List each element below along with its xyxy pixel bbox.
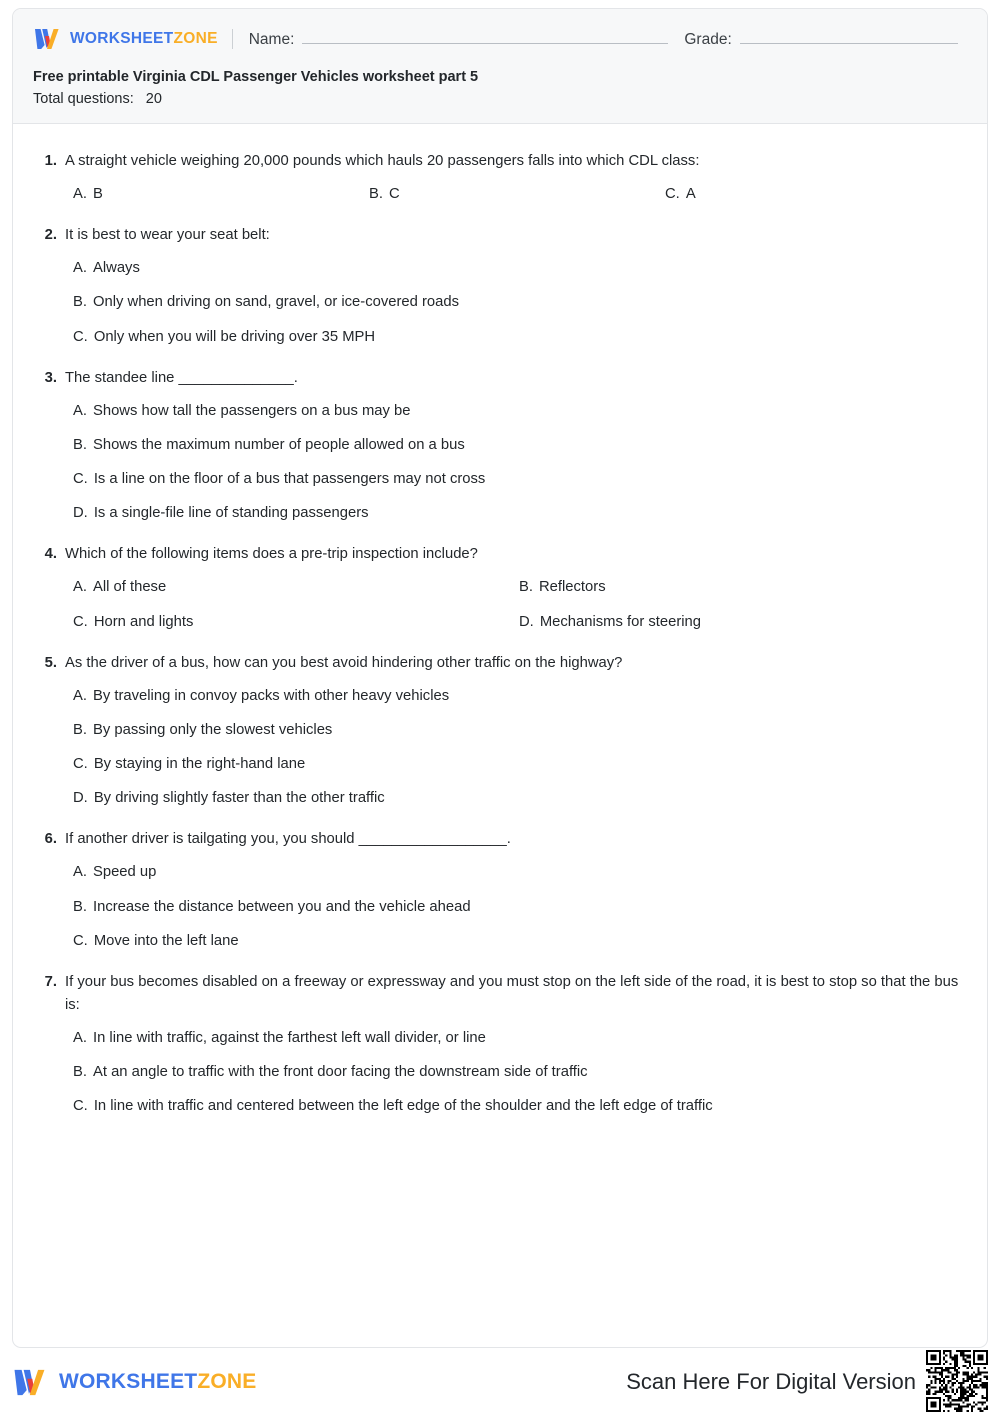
answer-option-text: Mechanisms for steering: [539, 613, 701, 630]
answer-option-text: Is a single-file line of standing passengers: [93, 505, 369, 522]
question-number: 4.: [44, 546, 57, 563]
answer-option[interactable]: [65, 787, 961, 809]
answer-option-text: Reflectors: [538, 579, 606, 596]
answer-option-letter: B.: [73, 294, 87, 311]
question-number: 5.: [44, 654, 57, 671]
answer-option-text: Move into the left lane: [93, 932, 239, 949]
answer-options: [65, 400, 961, 525]
question-number: 1.: [44, 153, 57, 170]
answer-option-letter: B.: [73, 436, 87, 453]
answer-option-text: B: [92, 186, 103, 203]
answer-option-letter: A.: [73, 186, 87, 203]
answer-options: [65, 1027, 961, 1118]
header-meta: [33, 67, 967, 109]
answer-option[interactable]: [65, 861, 961, 883]
worksheet-footer: [12, 1358, 988, 1406]
name-field-rule[interactable]: [302, 30, 668, 44]
question-item: [39, 224, 961, 347]
question-body: [65, 828, 961, 951]
question-item: [39, 150, 961, 205]
answer-option[interactable]: [65, 326, 961, 348]
answer-option[interactable]: [65, 611, 511, 633]
answer-option-letter: D.: [73, 505, 88, 522]
answer-option-text: Shows how tall the passengers on a bus may be: [92, 402, 411, 419]
answer-option-letter: C.: [73, 613, 88, 630]
name-field[interactable]: [249, 30, 669, 49]
footer-logo-text: [59, 1370, 256, 1394]
header-divider: [232, 29, 233, 49]
worksheet-header: [13, 9, 987, 124]
total-questions-value: 20: [145, 90, 162, 107]
answer-option-text: Only when driving on sand, gravel, or ice-covered roads: [92, 294, 459, 311]
answer-option[interactable]: [65, 502, 961, 524]
logo-text-worksheet: WORKSHEET: [70, 30, 174, 47]
answer-option-text: C: [388, 186, 400, 203]
question-body: [65, 367, 961, 525]
answer-option[interactable]: [65, 400, 961, 422]
worksheetzone-logo-icon: [12, 1367, 50, 1398]
answer-option[interactable]: [65, 434, 961, 456]
answer-option-letter: A.: [73, 260, 87, 277]
grade-field-label: Grade:: [684, 30, 732, 48]
answer-option[interactable]: [65, 257, 961, 279]
question-number: 6.: [44, 831, 57, 848]
answer-option-letter: C.: [73, 756, 88, 773]
question-number: 3.: [44, 369, 57, 386]
total-questions-row: [33, 89, 967, 110]
answer-option-letter: C.: [73, 932, 88, 949]
question-item: [39, 828, 961, 951]
answer-option-letter: D.: [519, 613, 534, 630]
grade-field[interactable]: [684, 30, 957, 49]
answer-option-text: Speed up: [92, 864, 157, 881]
answer-option[interactable]: [65, 930, 961, 952]
answer-option-letter: B.: [519, 579, 533, 596]
answer-option[interactable]: [65, 1027, 961, 1049]
answer-option[interactable]: [65, 753, 961, 775]
answer-option[interactable]: [511, 611, 961, 633]
header-logo: [33, 27, 218, 51]
question-text: It is best to wear your seat belt:: [65, 227, 270, 244]
question-body: [65, 150, 961, 205]
answer-option-text: All of these: [92, 579, 167, 596]
answer-option-letter: B.: [73, 898, 87, 915]
qr-code-icon[interactable]: [926, 1350, 988, 1412]
answer-option-letter: B.: [73, 721, 87, 738]
footer-logo-text-zone: ZONE: [197, 1370, 257, 1393]
answer-option-letter: C.: [73, 471, 88, 488]
answer-option-text: By passing only the slowest vehicles: [92, 721, 333, 738]
answer-option-letter: C.: [73, 1098, 88, 1115]
header-logo-text: [70, 30, 218, 48]
question-item: [39, 971, 961, 1117]
name-field-label: Name:: [248, 30, 295, 48]
question-body: [65, 652, 961, 810]
question-body: [65, 224, 961, 347]
answer-option[interactable]: [65, 1061, 961, 1083]
answer-option-text: A: [685, 186, 696, 203]
question-item: [39, 543, 961, 632]
answer-option[interactable]: [65, 183, 361, 205]
answer-option-text: Is a line on the floor of a bus that passengers may not cross: [93, 471, 486, 488]
answer-option-text: In line with traffic, against the farthest left wall divider, or line: [92, 1029, 486, 1046]
footer-logo-text-worksheet: WORKSHEET: [59, 1370, 198, 1393]
answer-option-letter: A.: [73, 687, 87, 704]
scan-prompt-text: Scan Here For Digital Version: [626, 1369, 916, 1394]
answer-option-letter: B.: [73, 1063, 87, 1080]
answer-option-text: Increase the distance between you and the vehicle ahead: [92, 898, 471, 915]
answer-option-letter: A.: [73, 1029, 87, 1046]
question-text: The standee line ______________.: [65, 369, 298, 386]
answer-option[interactable]: [361, 183, 657, 205]
answer-options: [65, 685, 961, 810]
answer-option[interactable]: [65, 291, 961, 313]
answer-option[interactable]: [65, 576, 511, 598]
answer-option-text: By staying in the right-hand lane: [93, 756, 306, 773]
answer-option-letter: B.: [369, 186, 383, 203]
answer-option-letter: A.: [73, 579, 87, 596]
question-text: A straight vehicle weighing 20,000 pounds which hauls 20 passengers falls into which CDL class:: [65, 153, 700, 170]
answer-option-letter: C.: [73, 328, 88, 345]
answer-option-text: By traveling in convoy packs with other heavy vehicles: [92, 687, 450, 704]
answer-options: [65, 861, 961, 952]
question-text: As the driver of a bus, how can you best avoid hindering other traffic on the highway?: [65, 654, 623, 671]
answer-option-letter: A.: [73, 864, 87, 881]
question-item: [39, 367, 961, 525]
footer-logo: [12, 1367, 256, 1398]
answer-option-letter: A.: [73, 402, 87, 419]
answer-option[interactable]: [65, 719, 961, 741]
answer-option-letter: C.: [665, 186, 680, 203]
answer-option[interactable]: [65, 685, 961, 707]
answer-option-text: Only when you will be driving over 35 MPH: [93, 328, 376, 345]
answer-option-text: Always: [92, 260, 140, 277]
question-text: If another driver is tailgating you, you should __________________.: [65, 831, 511, 848]
answer-options: [65, 183, 961, 205]
question-number: 7.: [44, 973, 57, 990]
grade-field-rule[interactable]: [740, 30, 958, 44]
answer-option[interactable]: [65, 896, 961, 918]
answer-option-text: In line with traffic and centered between the left edge of the shoulder and the left edge of traffic: [93, 1098, 713, 1115]
header-top-row: [33, 25, 967, 53]
answer-option-text: Horn and lights: [93, 613, 194, 630]
answer-option[interactable]: [657, 183, 961, 205]
question-item: [39, 652, 961, 810]
answer-options: [65, 576, 961, 632]
question-body: [65, 543, 961, 632]
answer-option-text: At an angle to traffic with the front door facing the downstream side of traffic: [92, 1063, 588, 1080]
questions-list: [13, 124, 987, 1117]
worksheet-card: [12, 8, 988, 1348]
answer-options: [65, 257, 961, 348]
total-questions-label: Total questions:: [33, 90, 134, 107]
answer-option-text: Shows the maximum number of people allowed on a bus: [92, 436, 465, 453]
answer-option[interactable]: [511, 576, 961, 598]
logo-text-zone: ZONE: [173, 30, 218, 47]
answer-option[interactable]: [65, 468, 961, 490]
question-text: If your bus becomes disabled on a freeway or expressway and you must stop on the left side of the road, it is best to stop so that the bus is:: [65, 973, 959, 1013]
question-body: [65, 971, 961, 1117]
question-number: 2.: [44, 227, 57, 244]
answer-option[interactable]: [65, 1095, 961, 1117]
worksheetzone-logo-icon: [33, 27, 63, 51]
answer-option-letter: D.: [73, 790, 88, 807]
question-text: Which of the following items does a pre-trip inspection include?: [65, 546, 478, 563]
worksheet-title: Free printable Virginia CDL Passenger Vehicles worksheet part 5: [33, 69, 479, 85]
answer-option-text: By driving slightly faster than the other traffic: [93, 790, 385, 807]
